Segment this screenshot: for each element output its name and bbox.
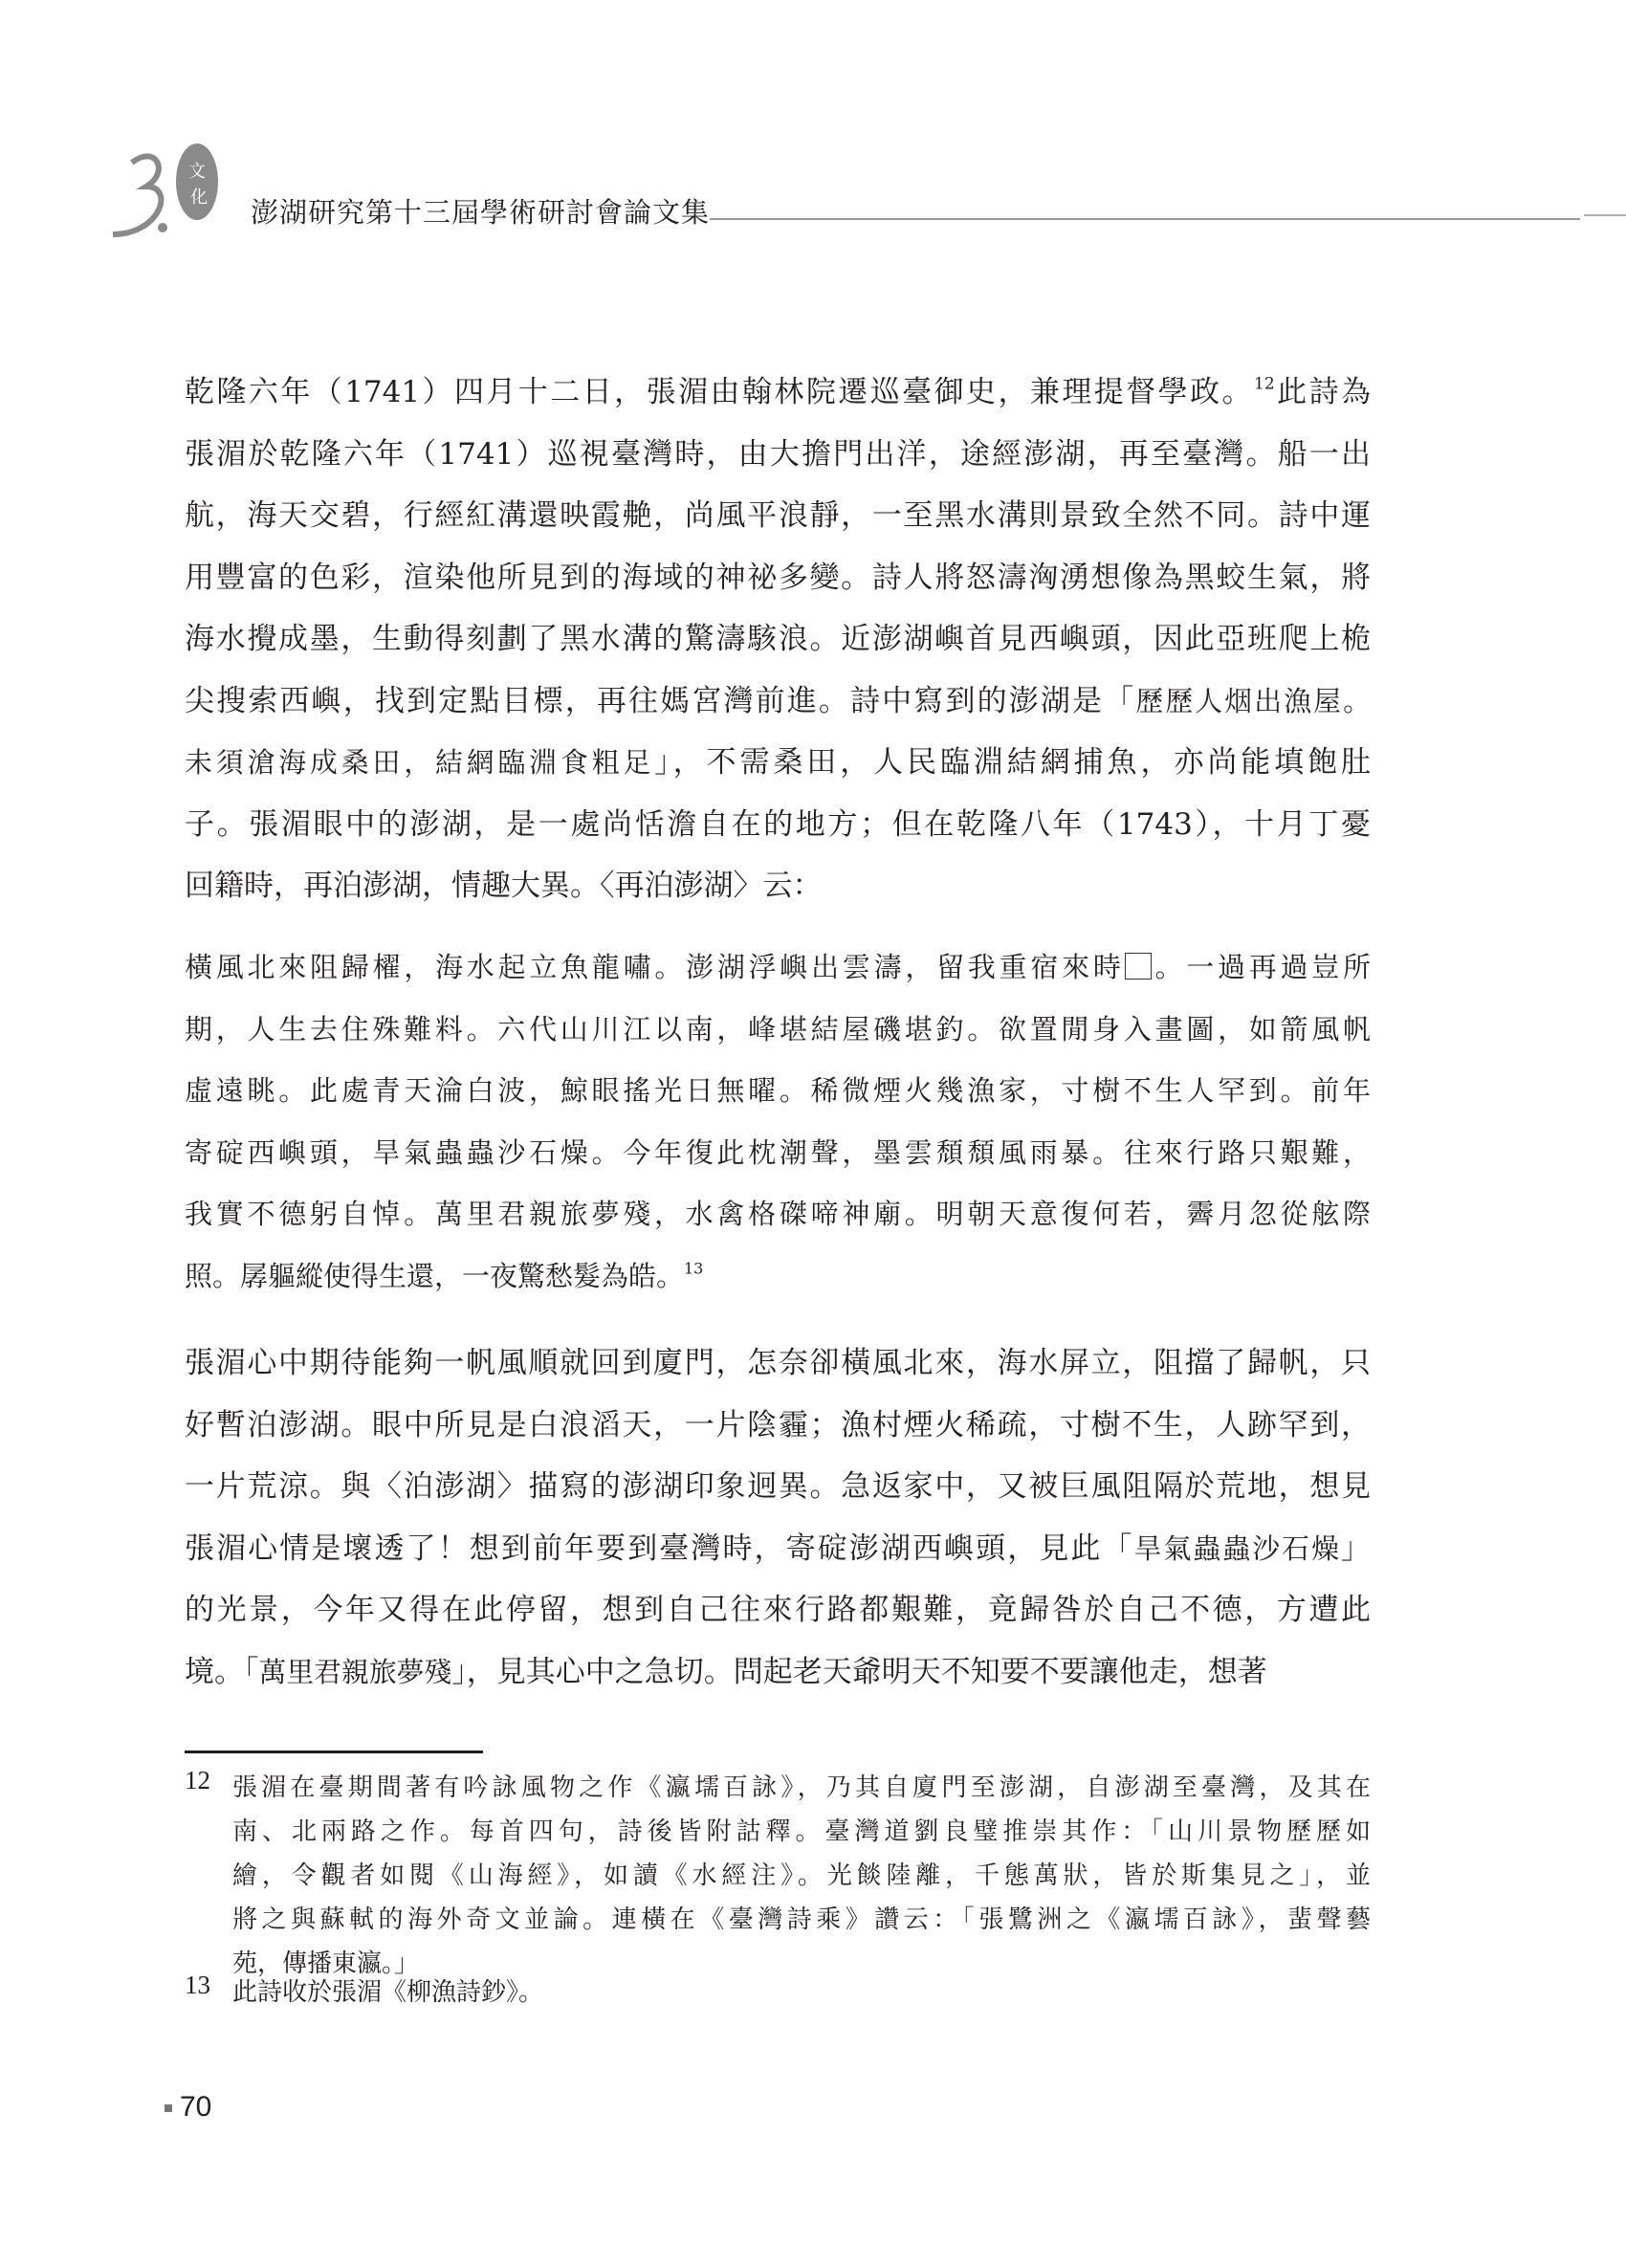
- quoted-text: 旱氣蟲蟲沙石燥: [1133, 1531, 1341, 1565]
- text-line: [185, 794, 1371, 856]
- footnote-line: 繪，令觀者如閱《山海經》，如讀《水經注》。光餤陸離，千態萬狀，皆於斯集見之」，並: [232, 1861, 1371, 1890]
- text-line: [185, 1060, 1371, 1122]
- text-segment: 子。張湄眼中的澎湖，是一處尚恬澹自在的地方；但在乾隆八年（1743），十月丁憂: [185, 806, 1371, 842]
- text-line: [185, 1518, 1371, 1580]
- missing-character-box: [1125, 953, 1152, 980]
- footnote-13: [185, 1971, 1371, 2015]
- footnote-number: 13: [185, 1971, 210, 1999]
- text-line: [185, 855, 1371, 917]
- text-segment: 。一過再過豈所: [1151, 951, 1371, 983]
- text-line: [185, 608, 1371, 671]
- paragraph-3: [185, 1332, 1371, 1703]
- text-segment: 用豐富的色彩，渲染他所見到的海域的神祕多變。詩人將怒濤洶湧想像為黑蛟生氣，將: [185, 560, 1371, 595]
- page-number: 70: [165, 2091, 211, 2124]
- text-segment: 乾隆六年（1741）四月十二日，張湄由翰林院遷巡臺御史，兼理提督學政。: [185, 375, 1255, 409]
- footnote-line: 此詩收於張湄《柳漁詩鈔》。: [232, 1978, 544, 2007]
- poem-quote: [185, 936, 1371, 1307]
- footnote-line: 南、北兩路之作。每首四句，詩後皆附詁釋。臺灣道劉良璧推崇其作：「山川景物歷歷如: [232, 1817, 1371, 1846]
- text-segment: 航，海天交碧，行經紅溝還映霞艴，尚風平浪靜，一至黑水溝則景致全然不同。詩中運: [185, 498, 1371, 533]
- running-title: 澎湖研究第十三屆學術研討會論文集: [251, 196, 711, 229]
- text-line: [185, 1122, 1371, 1184]
- text-line: [185, 1641, 1371, 1704]
- quoted-text: 未須滄海成桑田，結網臨淵食粗足: [185, 746, 655, 779]
- text-line: [185, 1332, 1371, 1395]
- text-segment: 」，見其心中之急切。問起老天爺明天不知要不要讓他走，想著: [451, 1654, 1267, 1689]
- text-segment: 照。孱軀縱使得生還，一夜驚愁髮為皓。: [185, 1259, 685, 1292]
- text-line: [185, 1456, 1371, 1518]
- text-line: [185, 1579, 1371, 1641]
- text-line: [185, 362, 1371, 424]
- text-line: [185, 1395, 1371, 1457]
- text-line: [185, 1245, 1371, 1308]
- text-segment: 張湄心情是壞透了！想到前年要到臺灣時，寄碇澎湖西嶼頭，見此「: [185, 1530, 1134, 1566]
- footnote-line: 將之與蘇軾的海外奇文並論。連橫在《臺灣詩乘》讚云：「張鷺洲之《瀛壖百詠》，蜚聲藝: [232, 1905, 1371, 1934]
- text-line: [185, 999, 1371, 1061]
- text-line: [185, 732, 1371, 794]
- publication-logo: [103, 143, 256, 239]
- text-segment: 境。「: [185, 1654, 259, 1689]
- footnote-ref: 13: [684, 1258, 704, 1277]
- text-segment: 好暫泊澎湖。眼中所見是白浪滔天，一片陰霾；漁村煙火稀疏，寸樹不生，人跡罕到，: [185, 1407, 1371, 1442]
- text-segment: 」，不需桑田，人民臨淵結網捕魚，亦尚能填飽肚: [654, 745, 1371, 780]
- footnote-ref: 12: [1254, 374, 1275, 394]
- text-segment: 寄碇西嶼頭，旱氣蟲蟲沙石燥。今年復此枕潮聲，墨雲頹頹風雨暴。往來行路只艱難，: [185, 1135, 1371, 1169]
- header-rule-extension: [1584, 214, 1626, 216]
- text-segment: 」: [1341, 1530, 1371, 1566]
- quoted-text: 歷歷人烟出漁屋。: [1135, 684, 1371, 717]
- text-segment: 張湄於乾隆六年（1741）巡視臺灣時，由大擔門出洋，途經澎湖，再至臺灣。船一出: [185, 436, 1371, 472]
- text-segment: 虛遠眺。此處青天淪白波，鯨眼搖光日無曜。稀微煙火幾漁家，寸樹不生人罕到。前年: [185, 1074, 1371, 1107]
- text-segment: 回籍時，再泊澎湖，情趣大異。〈再泊澎湖〉云：: [185, 869, 823, 903]
- footnote-12: [185, 1766, 1371, 1986]
- text-segment: 橫風北來阻歸櫂，海水起立魚龍嘯。澎湖浮嶼出雲濤，留我重宿來時: [185, 951, 1125, 983]
- text-segment: 張湄心中期待能夠一帆風順就回到廈門，怎奈卻橫風北來，海水屏立，阻擋了歸帆，只: [185, 1346, 1371, 1380]
- quoted-text: 萬里君親旅夢殘: [258, 1655, 452, 1688]
- text-segment: 此詩為: [1274, 375, 1372, 409]
- footnote-line: 張湄在臺期間著有吟詠風物之作《瀛壖百詠》，乃其自廈門至澎湖，自澎湖至臺灣，及其在: [232, 1773, 1371, 1802]
- svg-text:化: 化: [190, 187, 208, 208]
- text-segment: 我實不德躬自悼。萬里君親旅夢殘，水禽格磔啼神廟。明朝天意復何若，霽月忽從舷際: [185, 1198, 1371, 1230]
- text-line: [185, 424, 1371, 486]
- svg-text:文: 文: [188, 162, 206, 182]
- paragraph-1: [185, 362, 1371, 917]
- footnote-number: 12: [185, 1766, 210, 1795]
- text-line: [185, 1183, 1371, 1245]
- text-segment: 尖搜索西嶼，找到定點目標，再往媽宮灣前進。詩中寫到的澎湖是「: [185, 683, 1136, 718]
- footnote-separator: [185, 1751, 483, 1753]
- text-segment: 海水攪成墨，生動得刻劃了黑水溝的驚濤駭浪。近澎湖嶼首見西嶼頭，因此亞班爬上桅: [185, 622, 1371, 656]
- text-line: [185, 936, 1371, 999]
- header-rule: [710, 218, 1580, 220]
- text-segment: 期，人生去住殊難料。六代山川江以南，峰堪結屋磯堪釣。欲置閒身入畫圖，如箭風帆: [185, 1012, 1371, 1046]
- footnote-line: 苑，傳播東瀛。」: [232, 1949, 420, 1978]
- text-segment: 的光景，今年又得在此停留，想到自己往來行路都艱難，竟歸咎於自己不德，方遭此: [185, 1593, 1371, 1627]
- text-segment: 一片荒涼。與〈泊澎湖〉描寫的澎湖印象迥異。急返家中，又被巨風阻隔於荒地，想見: [185, 1469, 1371, 1504]
- text-line: [185, 485, 1371, 547]
- text-line: [185, 547, 1371, 609]
- text-line: [185, 671, 1371, 733]
